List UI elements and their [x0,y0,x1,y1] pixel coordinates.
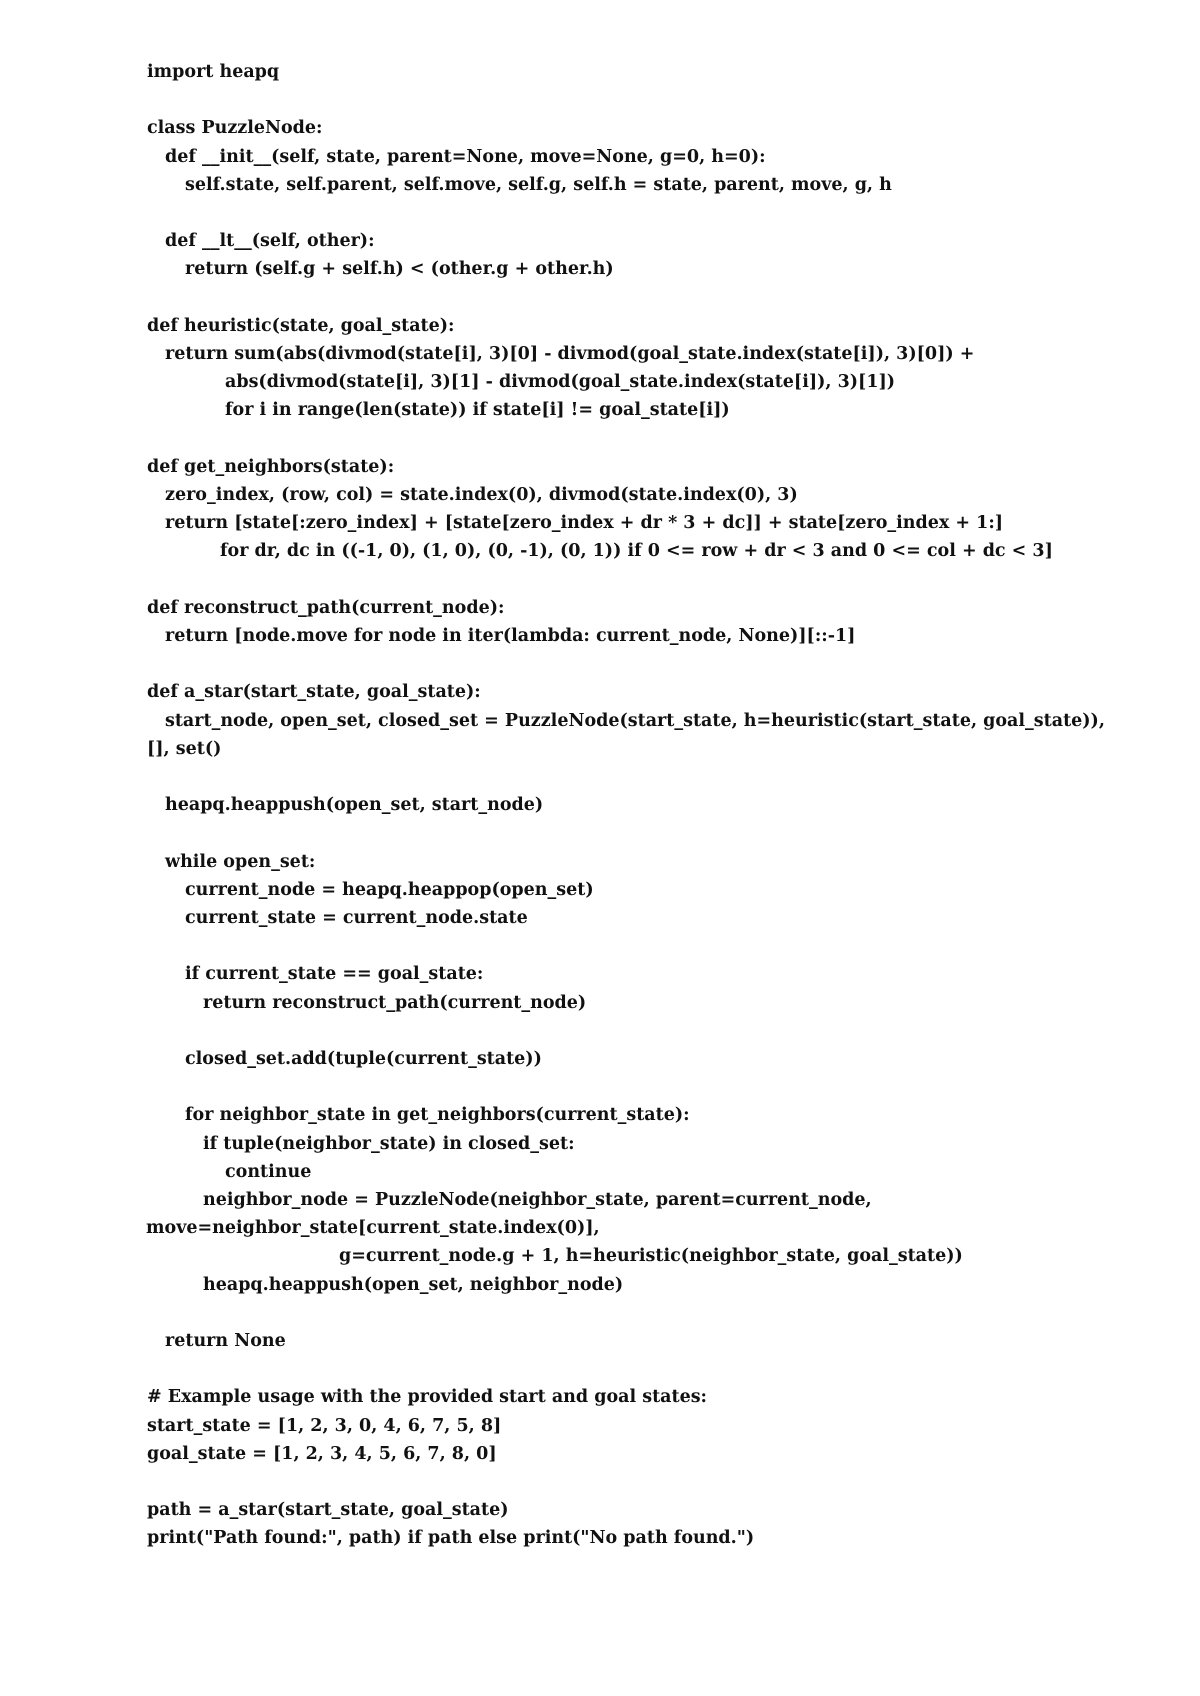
code-line: for i in range(len(state)) if state[i] != goal_state[i]) [225,400,730,421]
code-line [147,932,1147,960]
code-line: return [node.move for node in iter(lambda: current_node, None)][::-1] [165,625,856,646]
code-line: zero_index, (row, col) = state.index(0), divmod(state.index(0), 3) [165,484,798,505]
code-line: abs(divmod(state[i], 3)[1] - divmod(goal_state.index(state[i]), 3)[1]) [225,372,896,393]
code-line: return [state[:zero_index] + [state[zero_index + dr * 3 + dc]] + state[zero_index + 1:] [165,513,1004,534]
code-line: current_node = heapq.heappop(open_set) [185,879,594,900]
code-line [147,199,1147,227]
code-line: goal_state = [1, 2, 3, 4, 5, 6, 7, 8, 0] [147,1443,497,1464]
code-line: if current_state == goal_state: [185,964,484,985]
code-line: heapq.heappush(open_set, start_node) [165,795,544,816]
code-line: move=neighbor_state[current_state.index(0)], [146,1218,600,1239]
code-line: current_state = current_node.state [185,907,528,928]
code-line: g=current_node.g + 1, h=heuristic(neighbor_state, goal_state)) [339,1246,963,1267]
code-line [147,566,1147,594]
code-line: continue [225,1161,312,1182]
code-line: [], set() [147,738,222,759]
code-line [147,819,1147,847]
code-line: heapq.heappush(open_set, neighbor_node) [203,1274,624,1295]
code-line [147,86,1147,114]
code-line: import heapq [147,62,280,82]
code-line [147,763,1147,791]
code-line [147,1073,1147,1101]
code-line: print("Path found:", path) if path else print("No path found.") [147,1528,755,1549]
code-block [147,58,1147,1553]
code-line [147,1017,1147,1045]
code-line [147,650,1147,678]
code-line: class PuzzleNode: [147,118,323,139]
code-line: for neighbor_state in get_neighbors(current_state): [185,1105,690,1126]
code-line [147,284,1147,312]
code-line: return None [165,1330,286,1351]
code-line: start_node, open_set, closed_set = PuzzleNode(start_state, h=heuristic(start_state, goal_state)), [165,710,1105,731]
code-line: def a_star(start_state, goal_state): [147,682,481,703]
code-line: for dr, dc in ((-1, 0), (1, 0), (0, -1), (0, 1)) if 0 <= row + dr < 3 and 0 <= col + dc < 3] [220,541,1053,562]
code-line: neighbor_node = PuzzleNode(neighbor_state, parent=current_node, [203,1189,872,1210]
code-line: closed_set.add(tuple(current_state)) [185,1048,542,1069]
code-line: while open_set: [165,851,316,872]
code-line [147,425,1147,453]
code-line: def heuristic(state, goal_state): [147,315,455,336]
code-line: def reconstruct_path(current_node): [147,597,505,618]
code-line: return reconstruct_path(current_node) [203,992,587,1013]
code-line: start_state = [1, 2, 3, 0, 4, 6, 7, 5, 8] [147,1415,502,1436]
code-line [147,1299,1147,1327]
code-line: self.state, self.parent, self.move, self.g, self.h = state, parent, move, g, h [185,174,892,195]
code-line: # Example usage with the provided start and goal states: [147,1387,708,1408]
code-line: return (self.g + self.h) < (other.g + other.h) [185,259,614,280]
code-line: def __init__(self, state, parent=None, move=None, g=0, h=0): [165,146,766,167]
code-line [147,1468,1147,1496]
code-line: path = a_star(start_state, goal_state) [147,1500,509,1521]
code-line: if tuple(neighbor_state) in closed_set: [203,1133,575,1154]
code-line: return sum(abs(divmod(state[i], 3)[0] - divmod(goal_state.index(state[i]), 3)[0]) + [165,343,975,364]
code-line: def get_neighbors(state): [147,456,395,477]
code-line [147,1355,1147,1383]
code-line: def __lt__(self, other): [165,231,375,252]
